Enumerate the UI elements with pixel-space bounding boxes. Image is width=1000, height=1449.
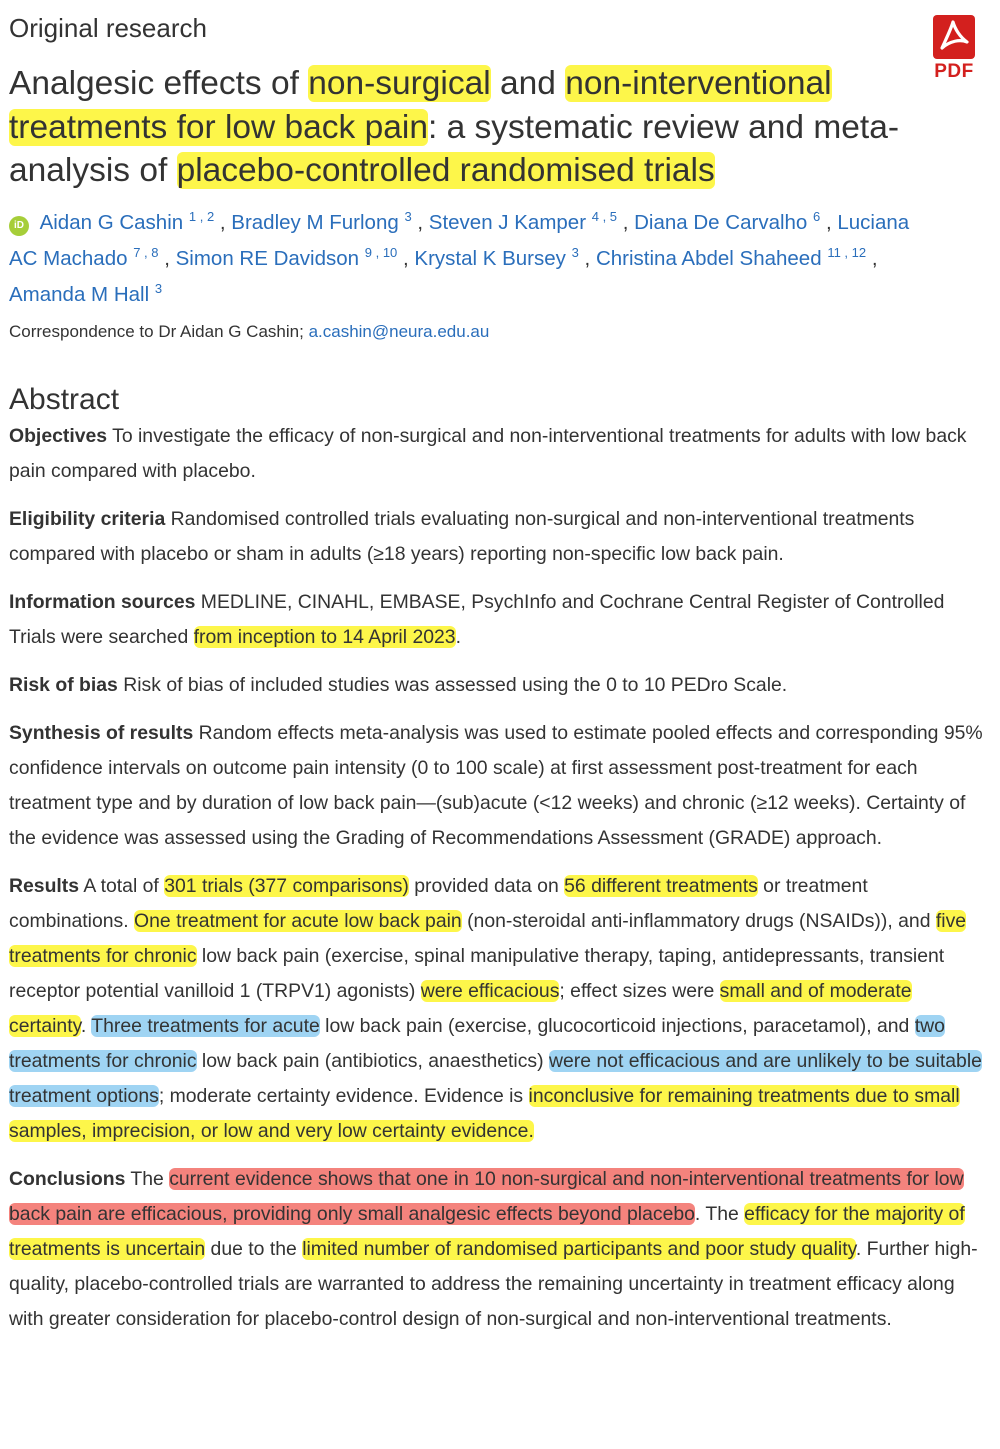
highlighted-text: 56 different treatments xyxy=(564,875,758,897)
author-separator: , xyxy=(617,211,635,234)
highlighted-text: efficacy for the majority of treatments is uncertain xyxy=(9,1203,965,1260)
author-link[interactable]: Diana De Carvalho xyxy=(634,211,808,234)
author-separator: , xyxy=(214,211,232,234)
abstract-section-label: Information sources xyxy=(9,591,196,613)
abstract-body xyxy=(9,419,991,1350)
abstract-section-label: Conclusions xyxy=(9,1168,126,1190)
text-run: low back pain (exercise, glucocorticoid injections, paracetamol), and xyxy=(319,1015,915,1037)
pdf-icon xyxy=(933,15,975,59)
article-type-label: Original research xyxy=(9,13,207,43)
text-run: To investigate the efficacy of non-surgical and non-interventional treatments for adults with low back pain compared with placebo. xyxy=(9,425,967,482)
correspondence-email-link[interactable]: a.cashin@neura.edu.au xyxy=(308,322,490,341)
highlighted-text: placebo-controlled randomised trials xyxy=(176,152,715,189)
abstract-section xyxy=(9,716,991,856)
author-link[interactable]: Luciana AC Machado xyxy=(9,211,910,270)
text-run: MEDLINE, CINAHL, EMBASE, PsychInfo and Cochrane Central Register of Controlled Trials were searched xyxy=(9,591,945,648)
correspondence-text: Correspondence to Dr Aidan G Cashin; xyxy=(9,322,309,341)
orcid-icon[interactable]: iD xyxy=(9,216,29,236)
highlighted-text: limited number of randomised participants and poor study quality xyxy=(302,1238,856,1260)
highlighted-text: non-surgical xyxy=(308,65,491,102)
highlighted-text: small and of moderate certainty xyxy=(9,980,912,1037)
author-list xyxy=(9,205,939,313)
highlighted-text: from inception to 14 April 2023 xyxy=(193,626,456,648)
author-link[interactable]: Simon RE Davidson xyxy=(175,247,360,270)
abstract-section-label: Risk of bias xyxy=(9,674,118,696)
author-separator: , xyxy=(866,247,878,270)
text-run: . The xyxy=(694,1203,745,1225)
abstract-section-label: Synthesis of results xyxy=(9,722,194,744)
article-title xyxy=(9,62,909,193)
abstract-section xyxy=(9,502,991,572)
highlighted-text: non-interventional treatments for low back pain xyxy=(9,65,832,146)
author-separator: , xyxy=(411,211,429,234)
text-run: or treatment combinations. xyxy=(9,875,868,932)
highlighted-text: were efficacious xyxy=(420,980,560,1002)
abstract-section-label: Eligibility criteria xyxy=(9,508,166,530)
highlighted-text: current evidence shows that one in 10 non-surgical and non-interventional treatments for low back pain are efficacious, providing only small analgesic effects beyond placebo xyxy=(9,1168,964,1225)
author-affiliation[interactable]: 4 , 5 xyxy=(591,209,618,224)
text-run: (non-steroidal anti-inflammatory drugs (NSAIDs)), and xyxy=(461,910,936,932)
text-run: Risk of bias of included studies was assessed using the 0 to 10 PEDro Scale. xyxy=(117,674,788,696)
text-run: ; moderate certainty evidence. Evidence is xyxy=(158,1085,529,1107)
highlighted-text: were not efficacious and are unlikely to be suitable treatment options xyxy=(9,1050,982,1107)
author-link[interactable]: Krystal K Bursey xyxy=(414,247,566,270)
author-separator: , xyxy=(578,247,596,270)
highlighted-text: five treatments for chronic xyxy=(9,910,967,967)
text-run: . Further high-quality, placebo-controlled trials are warranted to address the remaining uncertainty in treatment efficacy along with greater consideration for placebo-control design of non-surgical and non-interventional treatments. xyxy=(9,1238,978,1330)
author-separator: , xyxy=(397,247,415,270)
text-run: low back pain (antibiotics, anaesthetics) xyxy=(196,1050,549,1072)
text-run: due to the xyxy=(205,1238,303,1260)
author-link[interactable]: Amanda M Hall xyxy=(9,283,150,306)
author-affiliation[interactable]: 7 , 8 xyxy=(133,245,159,260)
author-affiliation[interactable]: 11 , 12 xyxy=(827,245,867,260)
author-separator: , xyxy=(820,211,838,234)
text-run: and xyxy=(490,65,566,102)
author-affiliation[interactable]: 3 xyxy=(404,209,412,224)
highlighted-text: Three treatments for acute xyxy=(91,1015,320,1037)
abstract-section-label: Objectives xyxy=(9,425,108,447)
text-run: : a systematic review and meta-analysis of xyxy=(9,108,899,189)
abstract-section-label: Results xyxy=(9,875,80,897)
text-run: low back pain (exercise, spinal manipulative therapy, taping, antidepressants, transient receptor potential vanilloid 1 (TRPV1) agonists) xyxy=(9,945,945,1002)
text-run: Random effects meta-analysis was used to estimate pooled effects and corresponding 95% confidence intervals on outcome pain intensity (0 to 100 scale) at first assessment post-treatment for each treatment type and by duration of low back pain—(sub)acute (<12 weeks) and chronic (≥12 weeks). Certainty of the evidence was assessed using the Grading of Recommendations Assessment (GRADE) approach. xyxy=(9,722,983,849)
author-affiliation[interactable]: 3 xyxy=(571,245,579,260)
highlighted-text: two treatments for chronic xyxy=(9,1015,945,1072)
text-run: A total of xyxy=(79,875,165,897)
abstract-section xyxy=(9,419,991,489)
author-link[interactable]: Steven J Kamper xyxy=(428,211,587,234)
highlighted-text: One treatment for acute low back pain xyxy=(134,910,462,932)
text-run: Randomised controlled trials evaluating non-surgical and non-interventional treatments compared with placebo or sham in adults (≥18 years) reporting non-specific low back pain. xyxy=(9,508,915,565)
highlighted-text: inconclusive for remaining treatments due to small samples, imprecision, or low and very low certainty evidence. xyxy=(9,1085,960,1142)
pdf-label: PDF xyxy=(934,61,974,82)
abstract-heading: Abstract xyxy=(9,383,120,416)
author-link[interactable]: Bradley M Furlong xyxy=(231,211,399,234)
author-link[interactable]: Christina Abdel Shaheed xyxy=(595,247,822,270)
author-affiliation[interactable]: 9 , 10 xyxy=(364,245,398,260)
author-affiliation[interactable]: 6 xyxy=(813,209,821,224)
text-run: . xyxy=(80,1015,92,1037)
text-run: The xyxy=(125,1168,170,1190)
abstract-section xyxy=(9,869,991,1149)
text-run: Analgesic effects of xyxy=(9,65,309,102)
text-run: . xyxy=(455,626,461,648)
author-affiliation[interactable]: 3 xyxy=(154,281,163,296)
highlighted-text: 301 trials (377 comparisons) xyxy=(164,875,409,897)
author-link[interactable]: Aidan G Cashin xyxy=(39,211,184,234)
abstract-section xyxy=(9,1162,991,1337)
abstract-section xyxy=(9,585,991,655)
correspondence xyxy=(9,319,489,345)
author-separator: , xyxy=(158,247,176,270)
text-run: provided data on xyxy=(408,875,565,897)
author-affiliation[interactable]: 1 , 2 xyxy=(188,209,215,224)
text-run: ; effect sizes were xyxy=(559,980,720,1002)
pdf-download-button[interactable] xyxy=(930,15,978,83)
abstract-section xyxy=(9,668,991,703)
